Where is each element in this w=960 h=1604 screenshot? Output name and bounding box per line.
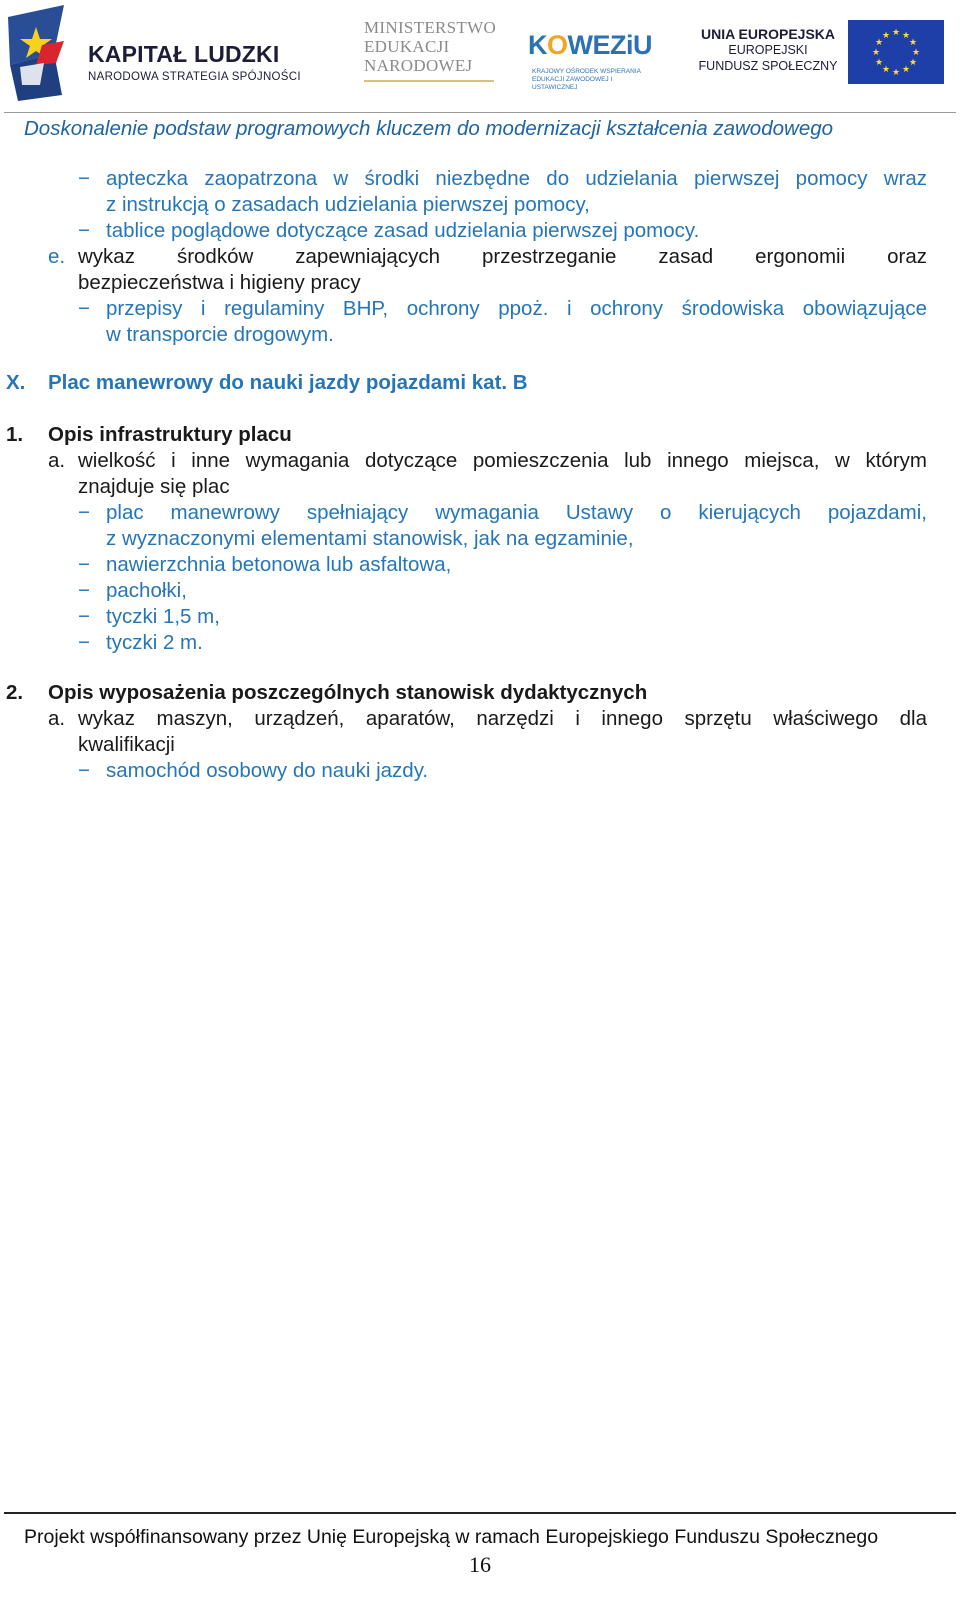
bullet-dash: − [78, 631, 90, 654]
subsection-title-1: Opis infrastruktury placu [48, 423, 292, 446]
svg-text:★: ★ [881, 31, 891, 41]
item-a2-text-cont: kwalifikacji [78, 733, 175, 756]
ue-line-3: FUNDUSZ SPOŁECZNY [698, 59, 838, 73]
kapital-ludzki-emblem-icon [6, 5, 76, 101]
svg-text:★: ★ [891, 68, 901, 78]
list-item-przepisy: przepisy i regulaminy BHP, ochrony ppoż. i ochrony środowiska obowiązujące [106, 297, 927, 320]
bullet-dash: − [78, 553, 90, 576]
item-a-text-cont: znajduje się plac [78, 475, 230, 498]
bullet-dash: − [78, 297, 90, 320]
list-item-przepisy-cont: w transporcie drogowym. [106, 323, 334, 346]
koweziu-name-o: O [547, 30, 568, 60]
svg-text:★: ★ [901, 65, 911, 75]
list-item-pacholki: pachołki, [106, 579, 187, 602]
bullet-dash: − [78, 219, 90, 242]
item-a-text: wielkość i inne wymagania dotyczące pomieszczenia lub innego miejsca, w którym [78, 449, 927, 472]
header-rule [4, 112, 956, 113]
item-e-text-cont: bezpieczeństwa i higieny pracy [78, 271, 361, 294]
bullet-dash: − [78, 579, 90, 602]
header-title: Doskonalenie podstaw programowych kluczem do modernizacji kształcenia zawodowego [24, 117, 834, 140]
section-label-x: X. [6, 371, 26, 394]
kapital-ludzki-name: KAPITAŁ LUDZKI [88, 41, 280, 67]
logo-strip [0, 0, 960, 112]
list-item-tablice: tablice poglądowe dotyczące zasad udzielania pierwszej pomocy. [106, 219, 700, 242]
svg-text:★: ★ [874, 38, 884, 48]
item-a2-text: wykaz maszyn, urządzeń, aparatów, narzędzi i innego sprzętu właściwego dla [78, 707, 927, 730]
koweziu-logo [528, 18, 658, 90]
svg-text:★: ★ [908, 58, 918, 68]
ministerstwo-underline [364, 80, 494, 82]
list-item-plac: plac manewrowy spełniający wymagania Ustawy o kierujących pojazdami, [106, 501, 927, 524]
eu-flag-icon [848, 20, 944, 84]
svg-text:★: ★ [891, 28, 901, 38]
svg-text:★: ★ [874, 58, 884, 68]
list-item-plac-cont: z wyznaczonymi elementami stanowisk, jak na egzaminie, [106, 527, 634, 550]
item-label-a2: a. [48, 707, 66, 730]
list-item-nawierzchnia: nawierzchnia betonowa lub asfaltowa, [106, 553, 452, 576]
list-item-tyczki-15: tyczki 1,5 m, [106, 605, 220, 628]
page-number: 16 [469, 1552, 491, 1577]
koweziu-subtitle: KRAJOWY OŚRODEK WSPIERANIA EDUKACJI ZAWODOWEJ I USTAWICZNEJ [532, 68, 641, 91]
bullet-dash: − [78, 167, 90, 190]
svg-text:★: ★ [881, 65, 891, 75]
list-item-apteczka: apteczka zaopatrzona w środki niezbędne do udzielania pierwszej pomocy wraz [106, 167, 927, 190]
bullet-dash: − [78, 501, 90, 524]
item-label-e: e. [48, 245, 66, 268]
subsection-label-1: 1. [6, 423, 24, 446]
list-item-tyczki-2: tyczki 2 m. [106, 631, 203, 654]
svg-text:★: ★ [901, 31, 911, 41]
ministerstwo-line-3: NARODOWEJ [364, 56, 473, 75]
footer-text: Projekt współfinansowany przez Unię Europejską w ramach Europejskiego Funduszu Społecznego [24, 1526, 879, 1548]
section-title: Plac manewrowy do nauki jazdy pojazdami kat. B [48, 371, 528, 394]
ministerstwo-line-2: EDUKACJI [364, 37, 450, 56]
kapital-ludzki-logo [6, 5, 306, 105]
ue-text [698, 26, 838, 74]
list-item-apteczka-cont: z instrukcją o zasadach udzielania pierwszej pomocy, [106, 193, 590, 216]
footer-rule [4, 1512, 956, 1514]
svg-text:★: ★ [911, 48, 921, 58]
ue-line-2: EUROPEJSKI [728, 43, 808, 57]
subsection-title-2: Opis wyposażenia poszczególnych stanowisk dydaktycznych [48, 681, 648, 704]
ue-line-1: UNIA EUROPEJSKA [700, 26, 836, 42]
bullet-dash: − [78, 605, 90, 628]
bullet-dash: − [78, 759, 90, 782]
item-e-text: wykaz środków zapewniających przestrzeganie zasad ergonomii oraz [78, 245, 927, 268]
ministerstwo-line-1: MINISTERSTWO [364, 18, 497, 37]
item-label-a: a. [48, 449, 66, 472]
svg-text:★: ★ [871, 48, 881, 58]
kapital-ludzki-subtitle: NARODOWA STRATEGIA SPÓJNOŚCI [88, 71, 301, 83]
ministerstwo-edukacji-logo [364, 18, 504, 90]
koweziu-name-rest: WEZiU [567, 30, 653, 60]
svg-text:★: ★ [908, 38, 918, 48]
unia-europejska-logo [698, 20, 948, 92]
list-item-samochod: samochód osobowy do nauki jazdy. [106, 759, 429, 782]
koweziu-name-k: K [528, 30, 547, 60]
koweziu-name [528, 30, 652, 61]
subsection-label-2: 2. [6, 681, 24, 704]
